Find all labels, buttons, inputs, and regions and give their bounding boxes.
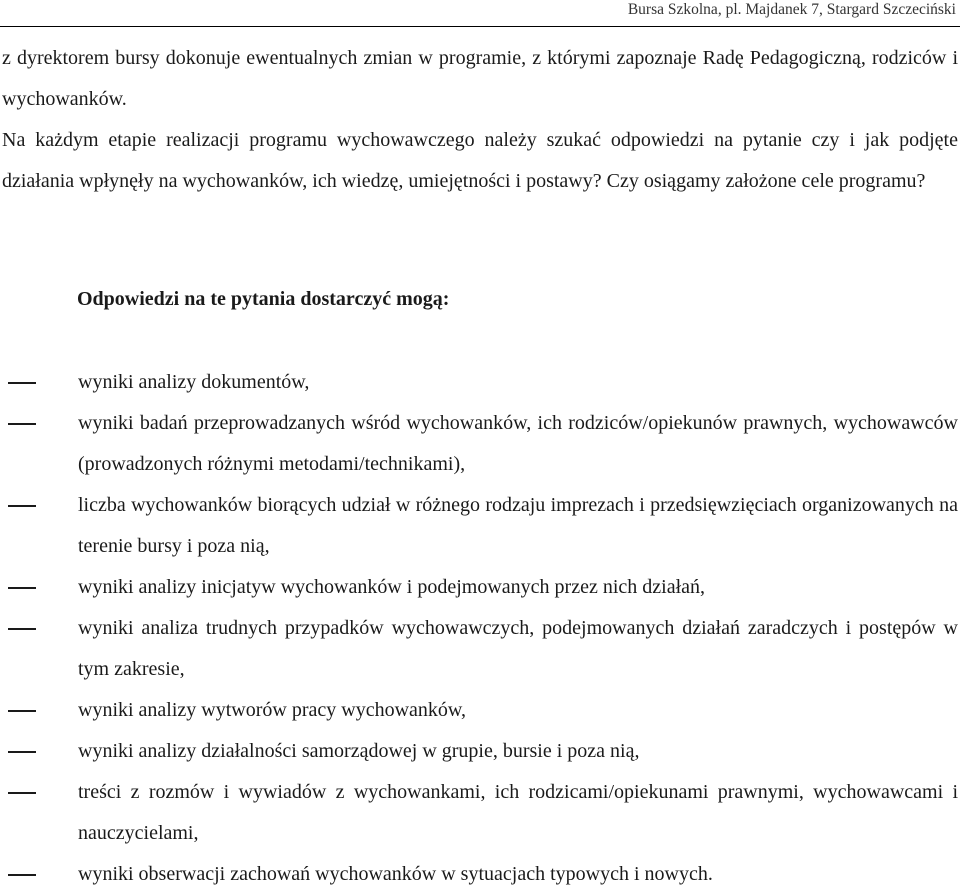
dash-bullet-icon: [8, 710, 36, 712]
list-item-text: wyniki analiza trudnych przypadków wychowawczych, podejmowanych działań zaradczych i postępów w tym zakresie,: [78, 617, 958, 680]
section-heading: Odpowiedzi na te pytania dostarczyć mogą:: [77, 288, 450, 310]
dash-bullet-icon: [8, 751, 36, 753]
header-rule: [0, 26, 960, 27]
dash-bullet-icon: [8, 505, 36, 507]
dash-bullet-icon: [8, 874, 36, 876]
paragraph-2: Na każdym etapie realizacji programu wychowawczego należy szukać odpowiedzi na pytanie czy i jak podjęte działania wpłynęły na wychowanków, ich wiedzę, umiejętności i postawy? Czy osiągamy założone cele programu?: [2, 129, 958, 192]
dash-bullet-icon: [8, 382, 36, 384]
list-item-text: wyniki analizy działalności samorządowej w grupie, bursie i poza nią,: [78, 740, 640, 762]
list-item-text: wyniki obserwacji zachowań wychowanków w sytuacjach typowych i nowych.: [78, 863, 713, 885]
evaluation-sources-list: [0, 362, 960, 895]
page-header: [0, 0, 960, 24]
list-item: [0, 567, 960, 608]
list-item-text: liczba wychowanków biorących udział w różnego rodzaju imprezach i przedsięwzięciach organizowanych na terenie bursy i poza nią,: [78, 494, 958, 557]
dash-bullet-icon: [8, 792, 36, 794]
list-item: [0, 772, 960, 854]
paragraph-1: z dyrektorem bursy dokonuje ewentualnych zmian w programie, z którymi zapoznaje Radę Pedagogiczną, rodziców i wychowanków.: [2, 47, 958, 110]
dash-bullet-icon: [8, 628, 36, 630]
list-item: [0, 731, 960, 772]
list-item: [0, 690, 960, 731]
list-item-text: wyniki analizy dokumentów,: [78, 371, 310, 393]
list-item-text: wyniki analizy inicjatyw wychowanków i podejmowanych przez nich działań,: [78, 576, 706, 598]
list-item: [0, 403, 960, 485]
dash-bullet-icon: [8, 423, 36, 425]
dash-bullet-icon: [8, 587, 36, 589]
list-item: [0, 854, 960, 895]
header-text: Bursa Szkolna, pl. Majdanek 7, Stargard Szczeciński: [627, 1, 956, 18]
list-item-text: wyniki badań przeprowadzanych wśród wychowanków, ich rodziców/opiekunów prawnych, wychowawców (prowadzonych różnymi metodami/technikami),: [78, 412, 958, 475]
list-item-text: wyniki analizy wytworów pracy wychowanków,: [78, 699, 467, 721]
list-item: [0, 485, 960, 567]
list-item-text: treści z rozmów i wywiadów z wychowankami, ich rodzicami/opiekunami prawnymi, wychowawcami i nauczycielami,: [78, 781, 958, 844]
list-item: [0, 362, 960, 403]
list-item: [0, 608, 960, 690]
